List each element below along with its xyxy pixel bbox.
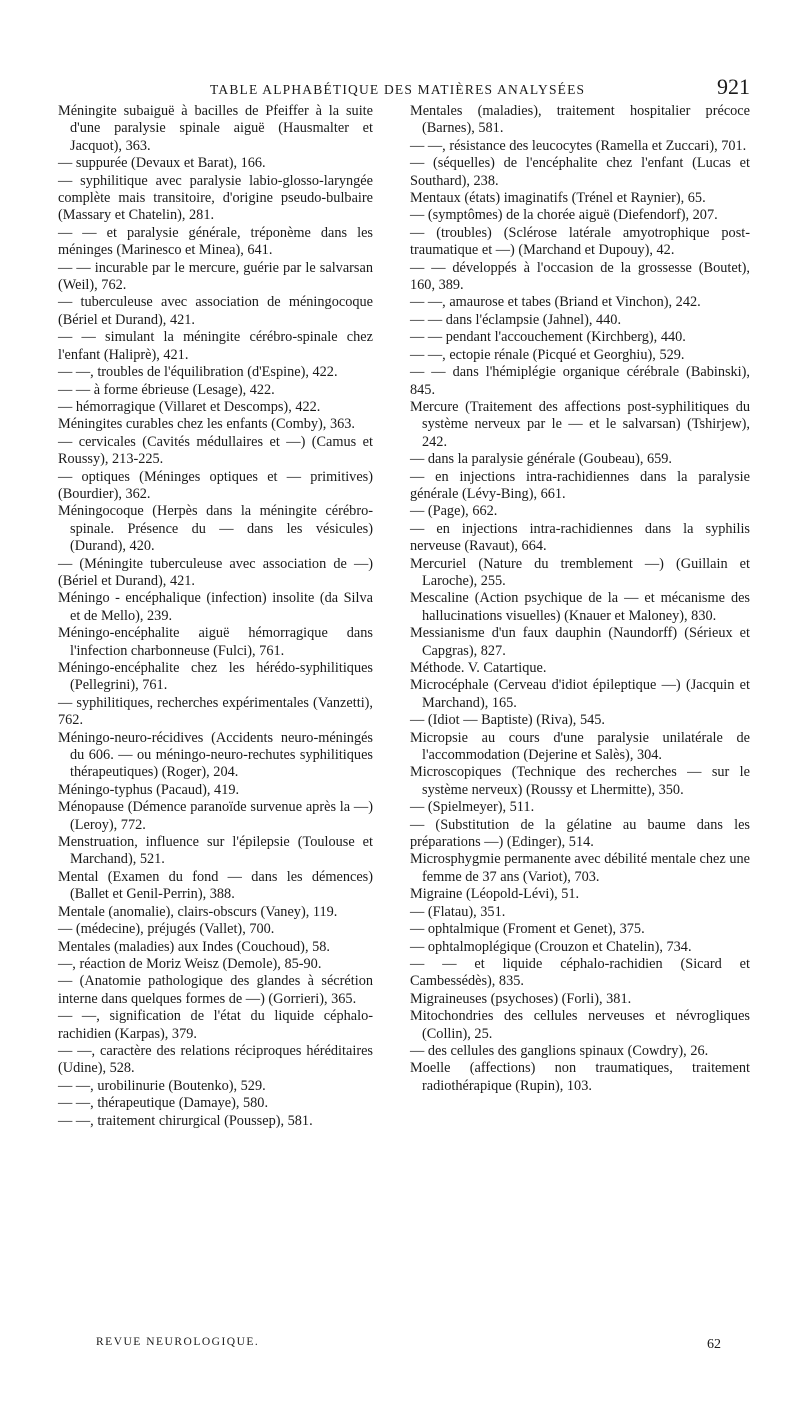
index-entry: — — incurable par le mercure, guérie par le salvarsan (Weil), 762.	[58, 259, 373, 294]
index-entry: — — développés à l'occasion de la grossesse (Boutet), 160, 389.	[410, 259, 750, 294]
index-entry: Méningite subaiguë à bacilles de Pfeiffer à la suite d'une paralysie spinale aiguë (Hausmalter et Jacquot), 363.	[58, 103, 373, 154]
index-entry: — (Idiot — Baptiste) (Riva), 545.	[410, 712, 605, 729]
index-entry: Mentales (maladies), traitement hospitalier précoce (Barnes), 581.	[410, 103, 750, 137]
index-entry: — —, traitement chirurgical (Poussep), 581.	[58, 1112, 313, 1129]
index-entry: Mental (Examen du fond — dans les démences) (Ballet et Genil-Perrin), 388.	[58, 868, 373, 903]
index-entry: — —, caractère des relations réciproques héréditaires (Udine), 528.	[58, 1042, 373, 1077]
running-title: TABLE ALPHABÉTIQUE DES MATIÈRES ANALYSÉES	[210, 82, 586, 97]
index-entry: — (médecine), préjugés (Vallet), 700.	[58, 921, 275, 938]
index-entry: — syphilitique avec paralysie labio-glosso-laryngée complète mais transitoire, d'origine pseudo-bulbaire (Massary et Chatelin), 281.	[58, 172, 373, 224]
left-column	[58, 103, 373, 1130]
index-entry: — tuberculeuse avec association de méningocoque (Bériel et Durand), 421.	[58, 294, 373, 328]
index-entry: Méningo - encéphalique (infection) insolite (da Silva et de Mello), 239.	[58, 590, 373, 624]
index-entry: — hémorragique (Villaret et Descomps), 422.	[58, 398, 321, 415]
index-entry: Migraineuses (psychoses) (Forli), 381.	[410, 990, 632, 1007]
index-entry: — (Flatau), 351.	[410, 903, 506, 920]
index-entry: — (troubles) (Sclérose latérale amyotrophique post-traumatique et —) (Marchand et Dupouy), 42.	[410, 224, 750, 259]
index-entry: — —, ectopie rénale (Picqué et Georghiu), 529.	[410, 346, 685, 363]
index-entry: Mercure (Traitement des affections post-syphilitiques du système nerveux par le — et le salvarsan) (Tshirjew), 242.	[410, 398, 750, 450]
index-entry: — suppurée (Devaux et Barat), 166.	[58, 155, 266, 172]
index-entry: — (Substitution de la gélatine au baume dans les préparations —) (Edinger), 514.	[410, 816, 750, 851]
index-entry: Méningocoque (Herpès dans la méningite cérébro-spinale. Présence du — dans les vésicules) (Durand), 420.	[58, 503, 373, 555]
index-entry: — des cellules des ganglions spinaux (Cowdry), 26.	[410, 1042, 709, 1059]
index-entry: Migraine (Léopold-Lévi), 51.	[410, 886, 580, 903]
index-entry: Menstruation, influence sur l'épilepsie (Toulouse et Marchand), 521.	[58, 834, 373, 868]
right-column	[410, 103, 750, 1095]
index-entry: — — simulant la méningite cérébro-spinale chez l'enfant (Haliprè), 421.	[58, 329, 373, 363]
index-entry: Micropsie au cours d'une paralysie unilatérale de l'accommodation (Dejerine et Salès), 304.	[410, 729, 750, 764]
index-entry: — dans la paralysie générale (Goubeau), 659.	[410, 451, 673, 468]
page-number: 921	[717, 74, 750, 99]
index-entry: — —, résistance des leucocytes (Ramella et Zuccari), 701.	[410, 137, 747, 154]
journal-footer: REVUE NEUROLOGIQUE.	[96, 1336, 260, 1348]
index-entry: Moelle (affections) non traumatiques, traitement radiothérapique (Rupin), 103.	[410, 1060, 750, 1094]
index-entry: — optiques (Méninges optiques et — primitives) (Bourdier), 362.	[58, 468, 373, 502]
index-entry: — —, signification de l'état du liquide céphalo-rachidien (Karpas), 379.	[58, 1008, 373, 1042]
index-entry: — ophtalmique (Froment et Genet), 375.	[410, 921, 645, 938]
index-entry: Méningo-typhus (Pacaud), 419.	[58, 781, 240, 798]
index-entry: — (séquelles) de l'encéphalite chez l'enfant (Lucas et Southard), 238.	[410, 155, 750, 189]
index-entry: — en injections intra-rachidiennes dans la syphilis nerveuse (Ravaut), 664.	[410, 520, 750, 555]
index-entry: — — à forme ébrieuse (Lesage), 422.	[58, 381, 275, 398]
index-entry: Ménopause (Démence paranoïde survenue après la —) (Leroy), 772.	[58, 799, 373, 833]
index-entry: — — et liquide céphalo-rachidien (Sicard et Cambessédès), 835.	[410, 955, 750, 990]
index-entry: Mentales (maladies) aux Indes (Couchoud), 58.	[58, 938, 330, 955]
index-entry: — —, urobilinurie (Boutenko), 529.	[58, 1077, 266, 1094]
index-entry: Méningo-encéphalite chez les hérédo-syphilitiques (Pellegrini), 761.	[58, 660, 373, 694]
index-entry: Mentaux (états) imaginatifs (Trénel et Raynier), 65.	[410, 190, 706, 207]
index-entry: — —, troubles de l'équilibration (d'Espine), 422.	[58, 364, 338, 381]
index-entry: — (Spielmeyer), 511.	[410, 799, 535, 816]
index-entry: — (Méningite tuberculeuse avec association de —) (Bériel et Durand), 421.	[58, 555, 373, 589]
sheet-number: 62	[707, 1337, 721, 1352]
index-entry: — — dans l'éclampsie (Jahnel), 440.	[410, 311, 622, 328]
index-entry: Microsphygmie permanente avec débilité mentale chez une femme de 37 ans (Variot), 703.	[410, 851, 750, 885]
index-entry: — —, thérapeutique (Damaye), 580.	[58, 1095, 269, 1112]
index-entry: Méningo-neuro-récidives (Accidents neuro-méningés du 606. — ou méningo-neuro-rechutes syphilitiques thérapeutiques) (Roger), 204.	[58, 729, 373, 781]
index-entry: Mitochondries des cellules nerveuses et névrogliques (Collin), 25.	[410, 1008, 750, 1042]
index-entry: — cervicales (Cavités médullaires et —) (Camus et Roussy), 213-225.	[58, 433, 373, 468]
index-entry: Méningites curables chez les enfants (Comby), 363.	[58, 416, 355, 433]
index-entry: Méningo-encéphalite aiguë hémorragique dans l'infection charbonneuse (Fulci), 761.	[58, 625, 373, 659]
index-entry: Mercuriel (Nature du tremblement —) (Guillain et Laroche), 255.	[410, 555, 750, 589]
index-entry: Mentale (anomalie), clairs-obscurs (Vaney), 119.	[58, 903, 338, 920]
index-entry: — — pendant l'accouchement (Kirchberg), 440.	[410, 329, 686, 346]
index-entry: — syphilitiques, recherches expérimentales (Vanzetti), 762.	[58, 694, 373, 729]
index-entry: — — dans l'hémiplégie organique cérébrale (Babinski), 845.	[410, 364, 750, 398]
index-entry: — —, amaurose et tabes (Briand et Vinchon), 242.	[410, 294, 701, 311]
index-entry: — ophtalmoplégique (Crouzon et Chatelin), 734.	[410, 938, 692, 955]
index-entry: — (symptômes) de la chorée aiguë (Diefendorf), 207.	[410, 207, 718, 224]
index-entry: Microcéphale (Cerveau d'idiot épileptique —) (Jacquin et Marchand), 165.	[410, 677, 750, 711]
index-entry: — en injections intra-rachidiennes dans la paralysie générale (Lévy-Bing), 661.	[410, 468, 750, 502]
index-entry: Mescaline (Action psychique de la — et mécanisme des hallucinations visuelles) (Knauer et Maloney), 830.	[410, 590, 750, 624]
index-entry: — (Page), 662.	[410, 503, 498, 520]
index-entry: — — et paralysie générale, tréponème dans les méninges (Marinesco et Minea), 641.	[58, 224, 373, 259]
index-entry: Microscopiques (Technique des recherches — sur le système nerveux) (Roussy et Lhermitte), 350.	[410, 764, 750, 798]
index-entry: — (Anatomie pathologique des glandes à sécrétion interne dans quelques formes de —) (Gorrieri), 365.	[58, 973, 373, 1007]
index-entry: —, réaction de Moriz Weisz (Demole), 85-90.	[58, 955, 322, 972]
index-entry: Méthode. V. Catartique.	[410, 660, 547, 676]
index-entry: Messianisme d'un faux dauphin (Naundorff) (Sérieux et Capgras), 827.	[410, 625, 750, 659]
